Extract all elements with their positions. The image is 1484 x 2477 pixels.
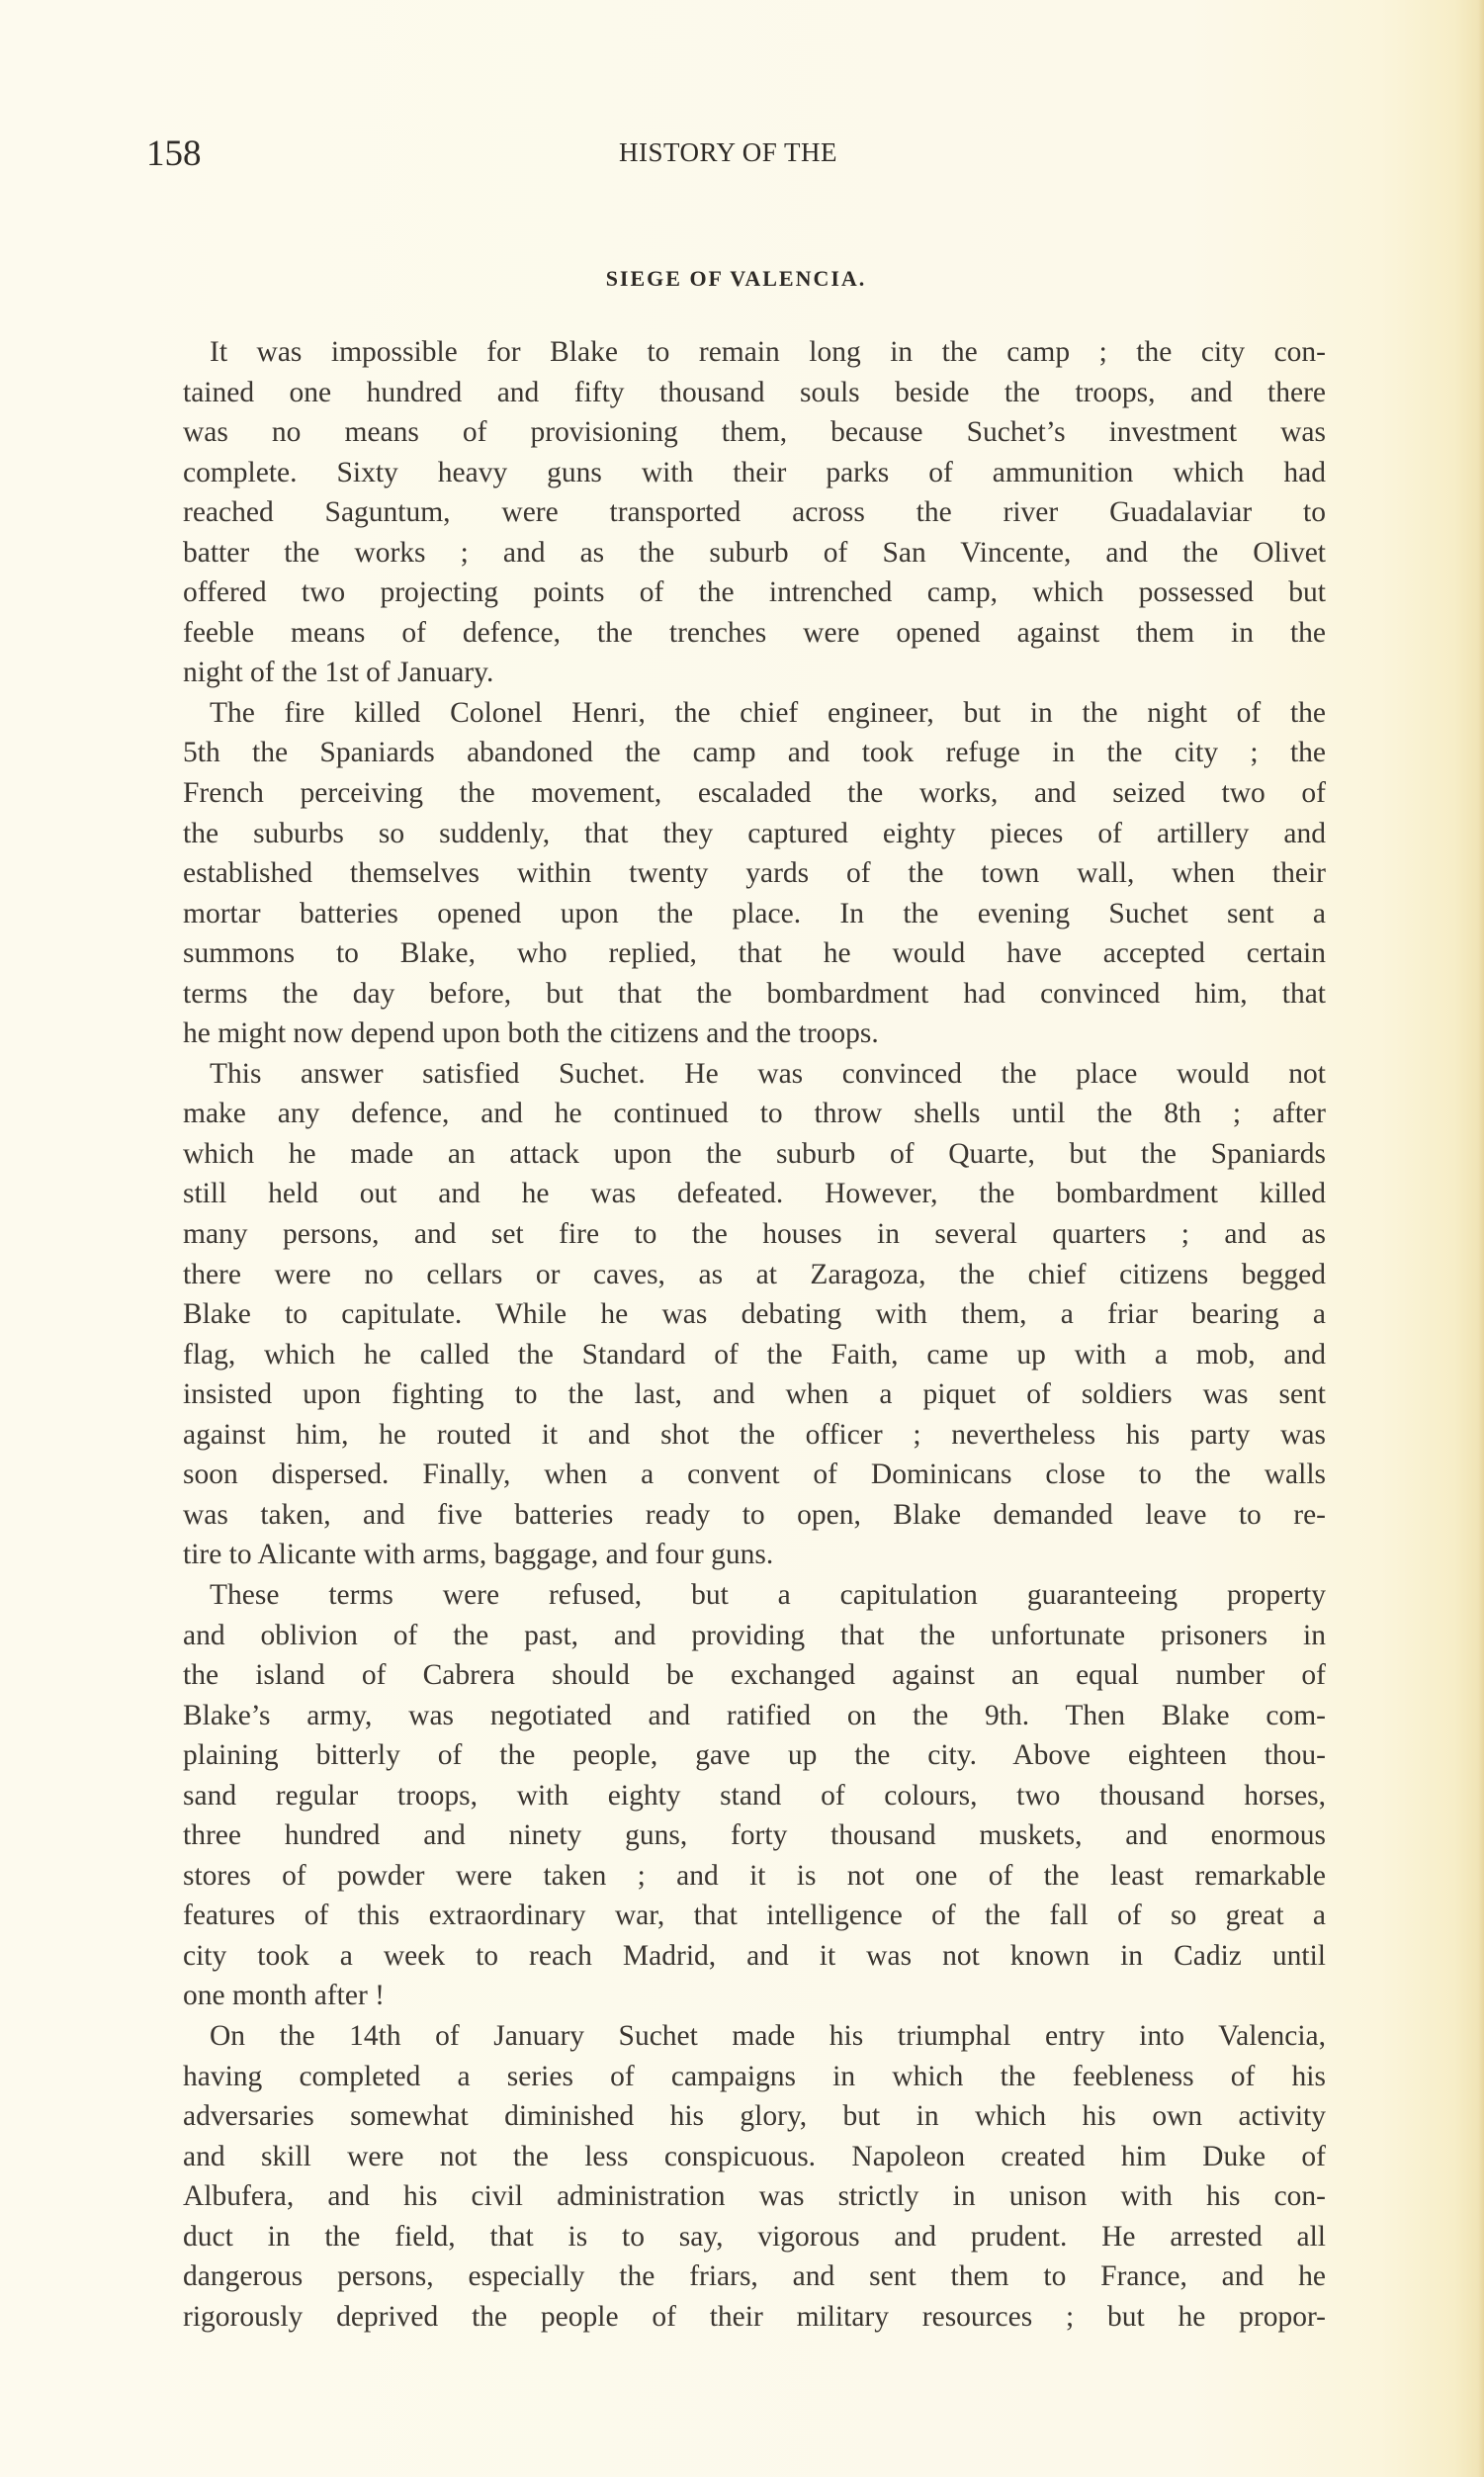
- paragraph-3-line: was taken, and five batteries ready to open, Blake demanded leave to re-: [183, 1498, 1326, 1531]
- paragraph-2-line: The fire killed Colonel Henri, the chief engineer, but in the night of the: [210, 696, 1326, 729]
- paragraph-4-line: Blake’s army, was negotiated and ratified on the 9th. Then Blake com-: [183, 1699, 1326, 1731]
- paragraph-3-line: still held out and he was defeated. However, the bombardment killed: [183, 1178, 1326, 1210]
- paragraph-3-line: make any defence, and he continued to throw shells until the 8th ; after: [183, 1098, 1326, 1130]
- paragraph-4-line: plaining bitterly of the people, gave up the city. Above eighteen thou-: [183, 1739, 1326, 1772]
- paragraph-4-line: features of this extraordinary war, that intelligence of the fall of so great a: [183, 1900, 1326, 1932]
- paragraph-3-line: Blake to capitulate. While he was debating with them, a friar bearing a: [183, 1298, 1326, 1331]
- paragraph-3-line: This answer satisfied Suchet. He was convinced the place would not: [210, 1057, 1326, 1090]
- paragraph-1-line: offered two projecting points of the intrenched camp, which possessed but: [183, 576, 1326, 609]
- paragraph-5-line: dangerous persons, especially the friars, and sent them to France, and he: [183, 2260, 1326, 2293]
- page-number: 158: [146, 133, 202, 174]
- paragraph-3-line: soon dispersed. Finally, when a convent of Dominicans close to the walls: [183, 1459, 1326, 1491]
- paragraph-3-line: which he made an attack upon the suburb of Quarte, but the Spaniards: [183, 1137, 1326, 1170]
- paragraph-2-line: mortar batteries opened upon the place. In the evening Suchet sent a: [183, 897, 1326, 929]
- paragraph-2-line: summons to Blake, who replied, that he would have accepted certain: [183, 937, 1326, 970]
- paragraph-2-line: terms the day before, but that the bombardment had convinced him, that: [183, 977, 1326, 1010]
- paragraph-5-line: adversaries somewhat diminished his glory, but in which his own activity: [183, 2100, 1326, 2133]
- paragraph-2-line: 5th the Spaniards abandoned the camp and took refuge in the city ; the: [183, 737, 1326, 769]
- paragraph-4-line: one month after !: [183, 1980, 385, 2012]
- paragraph-4-line: city took a week to reach Madrid, and it was not known in Cadiz until: [183, 1939, 1326, 1972]
- running-head: HISTORY OF THE: [618, 137, 838, 167]
- paragraph-2-line: the suburbs so suddenly, that they captured eighty pieces of artillery and: [183, 817, 1326, 849]
- paragraph-4-line: three hundred and ninety guns, forty thousand muskets, and enormous: [183, 1819, 1326, 1852]
- body-text: [183, 332, 1326, 2337]
- paragraph-1-line: batter the works ; and as the suburb of San Vincente, and the Olivet: [183, 536, 1326, 569]
- paragraph-4-line: the island of Cabrera should be exchanged against an equal number of: [183, 1659, 1326, 1692]
- paragraph-2-line: French perceiving the movement, escaladed the works, and seized two of: [183, 777, 1326, 810]
- paragraph-3-line: insisted upon fighting to the last, and when a piquet of soldiers was sent: [183, 1378, 1326, 1411]
- paragraph-2-line: established themselves within twenty yards of the town wall, when their: [183, 857, 1326, 890]
- paragraph-4-line: sand regular troops, with eighty stand of colours, two thousand horses,: [183, 1779, 1326, 1812]
- paragraph-3-line: flag, which he called the Standard of the Faith, came up with a mob, and: [183, 1338, 1326, 1371]
- paragraph-1-line: complete. Sixty heavy guns with their parks of ammunition which had: [183, 456, 1326, 488]
- paragraph-4-line: stores of powder were taken ; and it is not one of the least remarkable: [183, 1859, 1326, 1892]
- paragraph-1-line: reached Saguntum, were transported across the river Guadalaviar to: [183, 496, 1326, 529]
- paragraph-1-line: It was impossible for Blake to remain long in the camp ; the city con-: [210, 336, 1326, 368]
- paragraph-3-line: there were no cellars or caves, as at Zaragoza, the chief citizens begged: [183, 1258, 1326, 1290]
- paragraph-3-line: against him, he routed it and shot the officer ; nevertheless his party was: [183, 1418, 1326, 1451]
- paragraph-3-line: many persons, and set fire to the houses in several quarters ; and as: [183, 1218, 1326, 1251]
- paragraph-5-line: On the 14th of January Suchet made his triumphal entry into Valencia,: [210, 2019, 1326, 2052]
- paragraph-3-line: tire to Alicante with arms, baggage, and four guns.: [183, 1539, 774, 1571]
- paragraph-1-line: tained one hundred and fifty thousand souls beside the troops, and there: [183, 376, 1326, 408]
- paragraph-2-line: he might now depend upon both the citizens and the troops.: [183, 1017, 879, 1050]
- paragraph-5-line: having completed a series of campaigns in which the feebleness of his: [183, 2060, 1326, 2092]
- paragraph-5-line: duct in the field, that is to say, vigorous and prudent. He arrested all: [183, 2220, 1326, 2253]
- section-title: SIEGE OF VALENCIA.: [605, 266, 867, 291]
- paragraph-5-line: and skill were not the less conspicuous. Napoleon created him Duke of: [183, 2140, 1326, 2172]
- paragraph-4-line: These terms were refused, but a capitulation guaranteeing property: [210, 1578, 1326, 1611]
- paragraph-1-line: was no means of provisioning them, because Suchet’s investment was: [183, 416, 1326, 449]
- paragraph-5-line: Albufera, and his civil administration was strictly in unison with his con-: [183, 2180, 1326, 2213]
- paragraph-1-line: feeble means of defence, the trenches were opened against them in the: [183, 616, 1326, 649]
- page-edge: [1478, 0, 1484, 2477]
- paragraph-5-line: rigorously deprived the people of their military resources ; but he propor-: [183, 2300, 1326, 2333]
- paragraph-1-line: night of the 1st of January.: [183, 657, 494, 689]
- paragraph-4-line: and oblivion of the past, and providing that the unfortunate prisoners in: [183, 1619, 1326, 1651]
